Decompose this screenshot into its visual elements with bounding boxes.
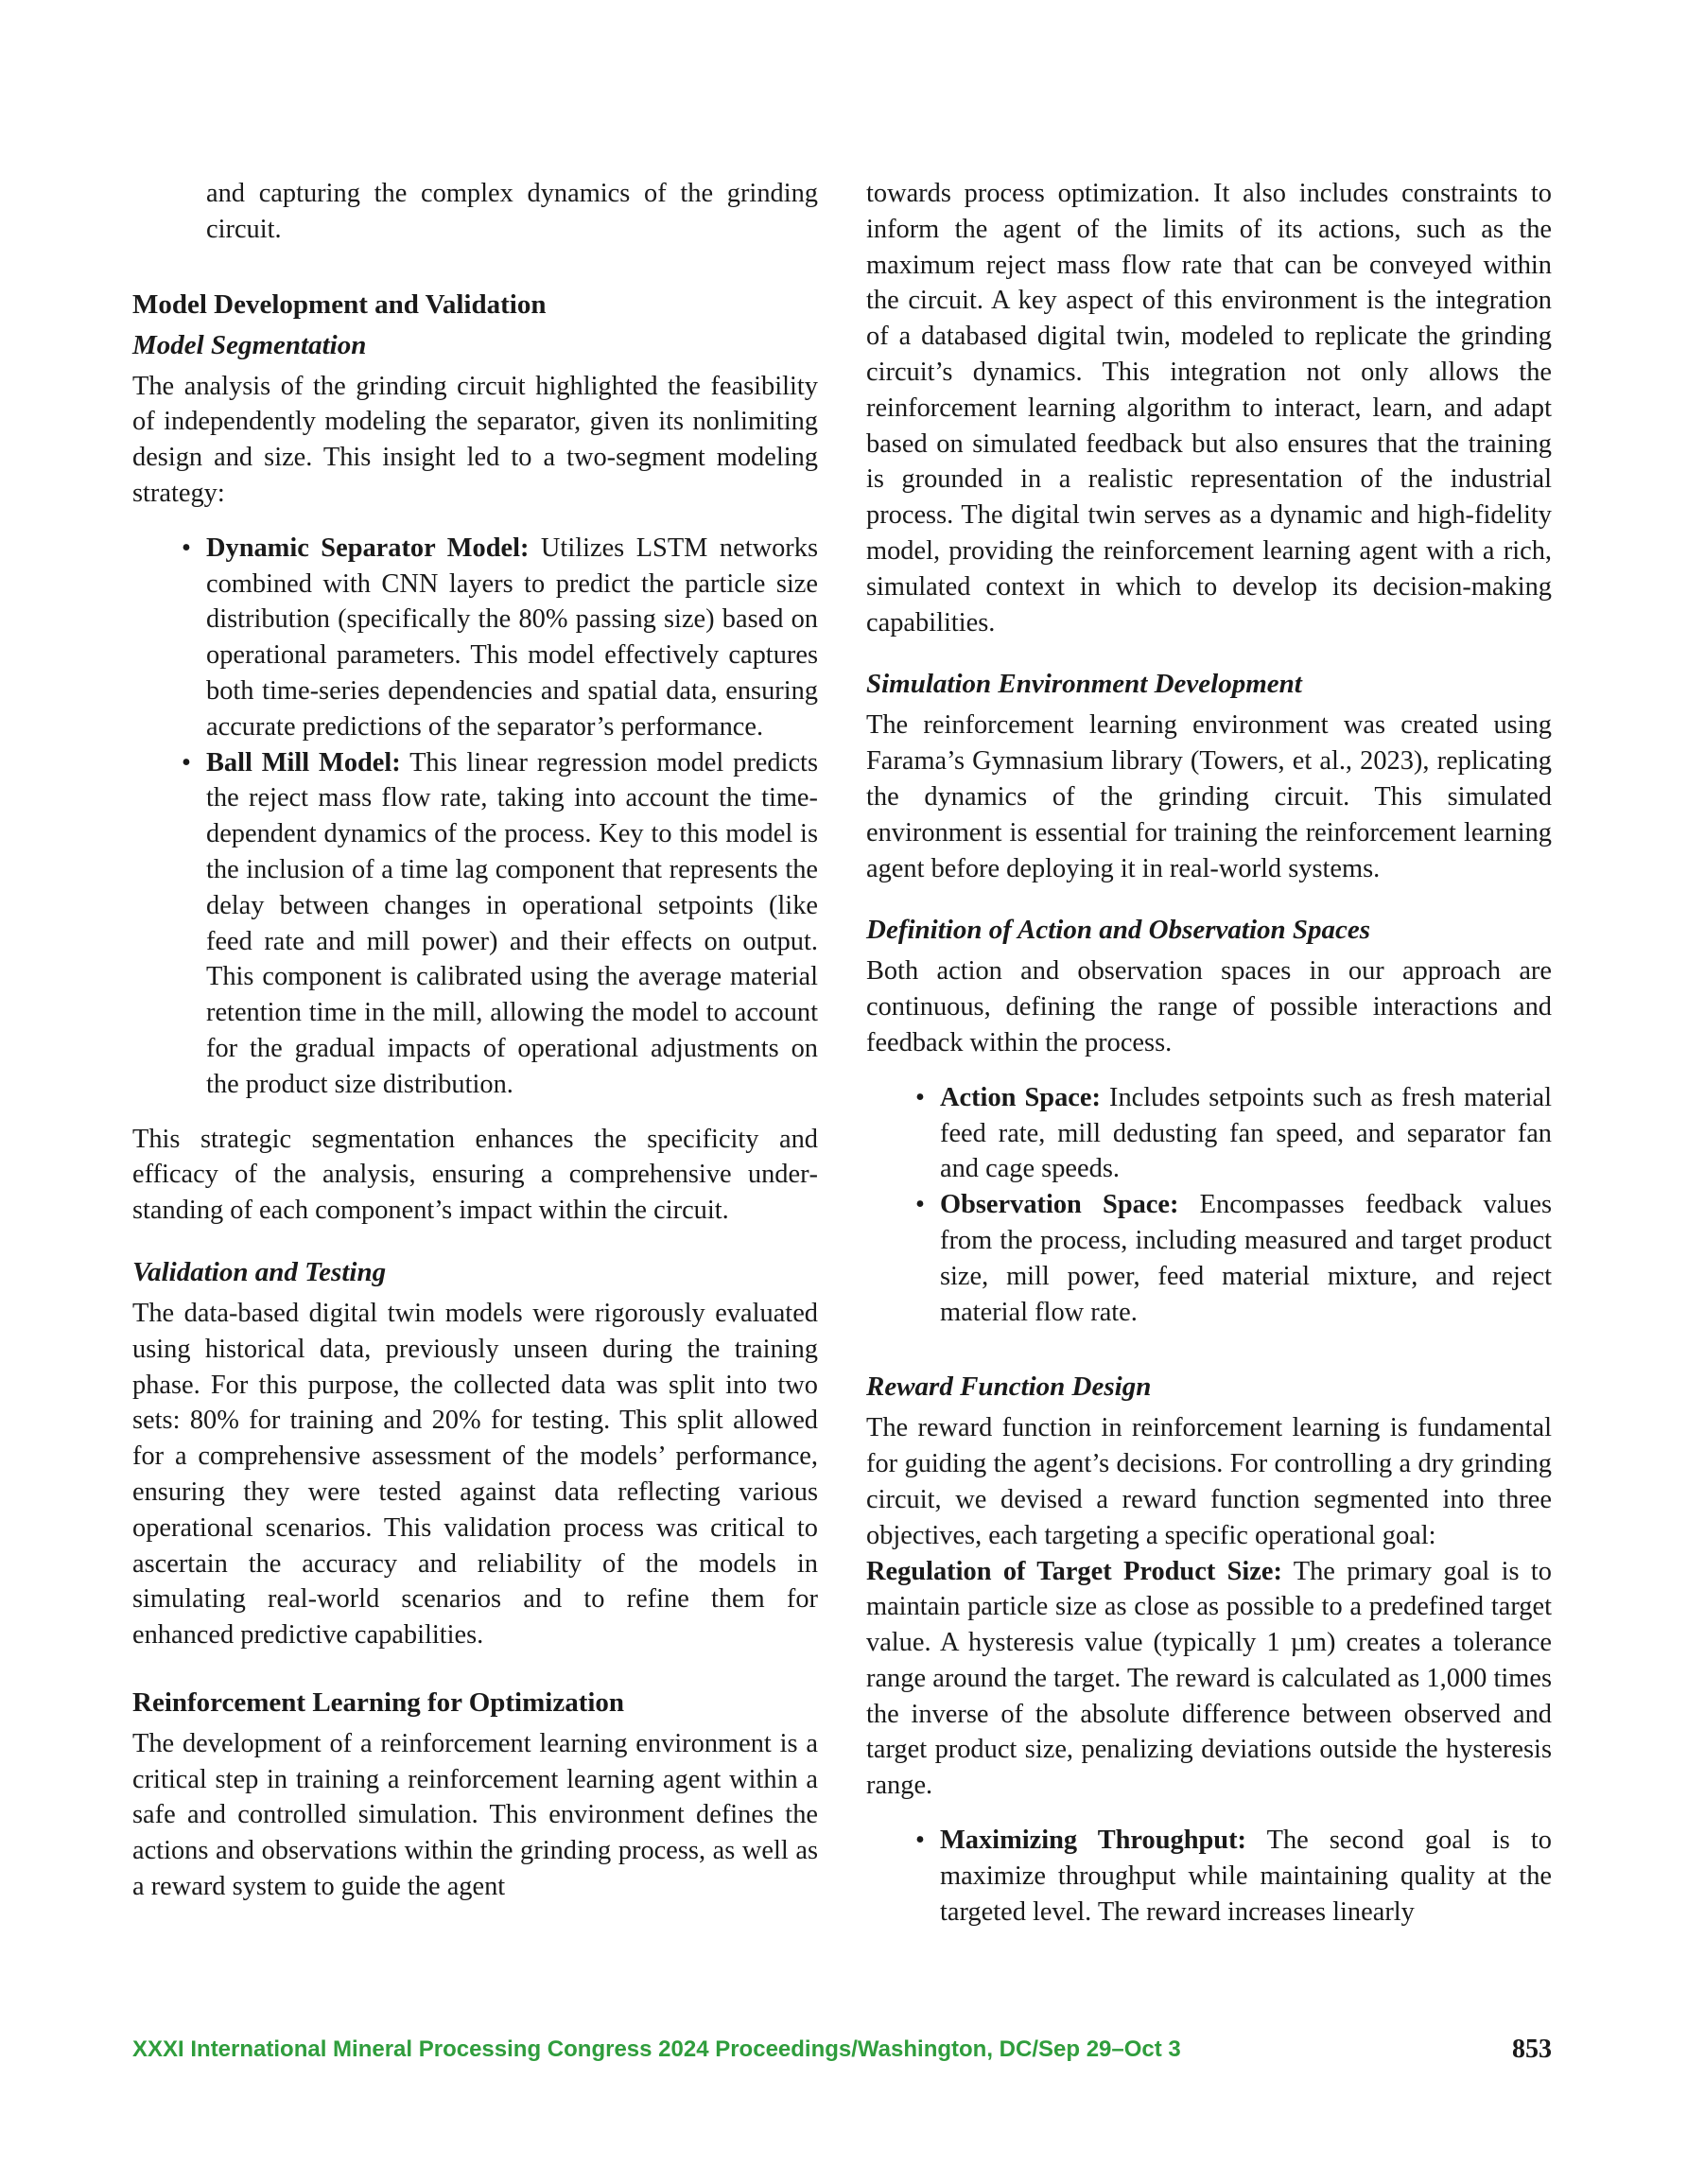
subheading-model-segmentation: Model Segmentation	[132, 329, 367, 360]
list-item-label: Observation Space:	[940, 1190, 1179, 1220]
paragraph-continued: and capturing the complex dynamics of the grinding circuit.	[206, 179, 818, 244]
list-item	[182, 531, 818, 745]
list-item-label: Ball Mill Model:	[206, 747, 401, 778]
list-item-text: Utilizes LSTM networks combined with CNN layers to predict the particle size distribution (specifically the 80% passing size) based on operational parameters. This model effectively captures both time-series dependencies and spatial data, ensuring accurate predictions of the separator’s performance.	[206, 533, 818, 742]
list-item-text: Encompasses feedback values from the process, including measured and target product size, mill power, feed material mixture, and reject material flow rate.	[940, 1190, 1552, 1327]
section-heading-reinforcement-learning: Reinforcement Learning for Optimization	[132, 1686, 625, 1718]
page-footer	[132, 2036, 1552, 2074]
list-item-text: Includes setpoints such as fresh material feed rate, mill dedusting fan speed, and separator fan and cage speeds.	[940, 1082, 1552, 1184]
list-item	[915, 1823, 1552, 1930]
list-item-label: Dynamic Separator Model:	[206, 533, 530, 563]
paragraph-reward-function: The reward function in reinforcement learning is fundamental for guiding the agent’s decisions. For controlling a dry grinding circuit, we devised a reward function segmented into three objectives, each targeting a specific operational goal:	[866, 1413, 1552, 1550]
subheading-action-observation-spaces: Definition of Action and Observation Spaces	[866, 915, 1371, 946]
list-item-label: Maximizing Throughput:	[940, 1826, 1246, 1856]
section-heading-model-development: Model Development and Validation	[132, 288, 547, 320]
segment-model-list	[182, 531, 818, 1103]
subheading-validation-testing: Validation and Testing	[132, 1256, 387, 1287]
paragraph-simulation-environment: The reinforcement learning environment was created using Farama’s Gymnasium library (Towers, et al., 2023), replicating the dynamics of the grinding circuit. This simulated environment is essential for training the reinforcement learning agent before deploying it in real-world systems.	[866, 710, 1552, 883]
inline-text: The primary goal is to maintain particle size as close as possible to a predefined target value. A hysteresis value (typically 1 µm) creates a tolerance range around the target. The reward is calculated as 1,000 times the inverse of the absolute difference between observed and target product size, penalizing deviations outside the hysteresis range.	[866, 1556, 1552, 1801]
subheading-simulation-environment: Simulation Environment Development	[866, 669, 1302, 700]
left-column	[132, 176, 818, 1905]
paragraph-continued: towards process optimization. It also includes constraints to inform the agent of the limits of its actions, such as the maximum reject mass flow rate that can be conveyed within the circuit. A key aspect of this environment is the integration of a databased digital twin, modeled to replicate the grinding circuit’s dynamics. This integration not only allows the reinforcement learning algorithm to interact, learn, and adapt based on simulated feedback but also ensures that the training is grounded in a realistic representation of the industrial process. The digital twin serves as a dynamic and high-fidelity model, providing the reinforcement learning agent with a rich, simulated context in which to develop its decision-making capabilities.	[866, 179, 1552, 638]
paragraph-regulation-target-size	[866, 1554, 1552, 1805]
list-item	[182, 745, 818, 1103]
paragraph-segmentation: The analysis of the grinding circuit highlighted the feasibility of independently modeling the separator, given its nonlimiting design and size. This insight led to a two-segment modeling strategy:	[132, 371, 818, 508]
paragraph-spaces: Both action and observation spaces in our approach are continuous, defining the range of possible interactions and feedback within the process.	[866, 956, 1552, 1057]
paragraph-validation: The data-based digital twin models were rigorously evaluated using historical data, previously unseen during the training phase. For this purpose, the collected data was split into two sets: 80% for training and 20% for testing. This split allowed for a comprehensive assessment of the models’ performance, ensuring they were tested against data reflecting various operational scenarios. This validation process was critical to ascertain the accuracy and reliability of the models in simulating real-world scenarios and to refine them for enhanced predictive capabilities.	[132, 1298, 818, 1651]
subheading-reward-function: Reward Function Design	[866, 1372, 1152, 1403]
list-item-text: The second goal is to maximize throughput while maintaining quality at the targeted level. The reward increases linearly	[940, 1826, 1552, 1927]
footer-conference-text: XXXI International Mineral Processing Congress 2024 Proceedings/Washington, DC/Sep 29–Oct 3	[132, 2036, 1181, 2062]
spaces-list	[915, 1080, 1552, 1331]
reward-objectives-list	[915, 1823, 1552, 1930]
inline-label: Regulation of Target Product Size:	[866, 1556, 1282, 1586]
list-item-text: This linear regression model predicts the reject mass flow rate, taking into account the time-dependent dynamics of the process. Key to this model is the inclusion of a time lag component that represents the delay between changes in operational setpoints (like feed rate and mill power) and their effects on output. This component is calibrated using the average material retention time in the mill, allowing the model to account for the gradual impacts of operational adjustments on the product size distribution.	[206, 747, 818, 1099]
paragraph-segmentation-summary: This strategic segmentation enhances the specificity and efficacy of the analysis, ensuring a comprehensive understanding of each component’s impact within the circuit.	[132, 1124, 818, 1226]
right-column	[866, 176, 1552, 1948]
list-item	[915, 1187, 1552, 1330]
page-number: 853	[1512, 2035, 1552, 2064]
list-item-label: Action Space:	[940, 1082, 1101, 1112]
paragraph-rl-environment: The development of a reinforcement learning environment is a critical step in training a reinforcement learning agent within a safe and controlled simulation. This environment defines the actions and observations within the grinding process, as well as a reward system to guide the agent	[132, 1728, 818, 1902]
list-item	[915, 1080, 1552, 1187]
